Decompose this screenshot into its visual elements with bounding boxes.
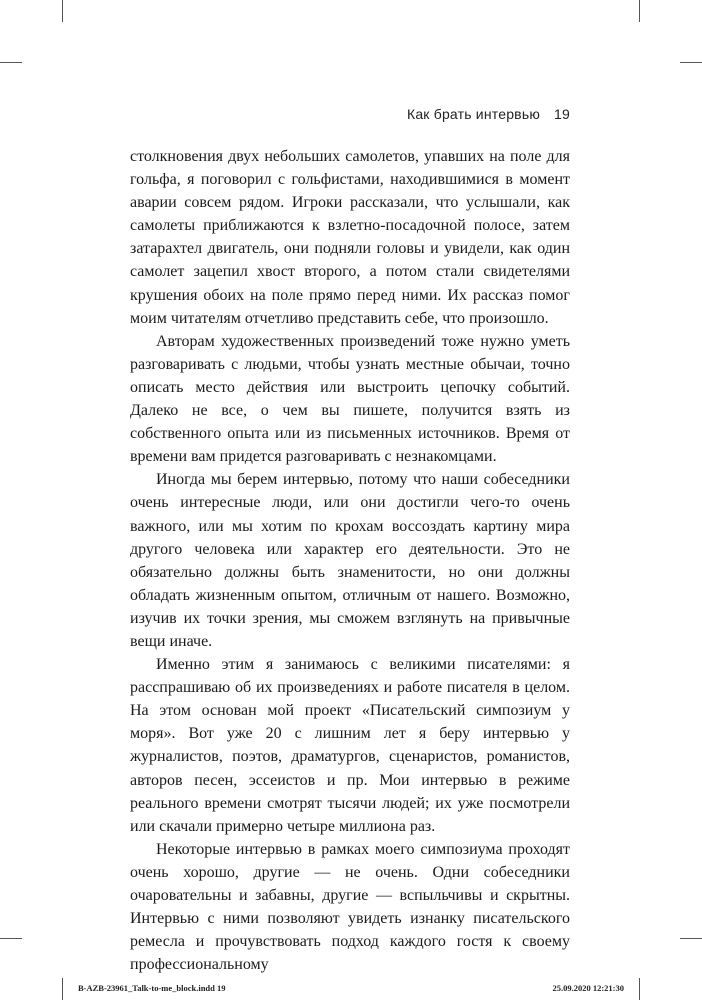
paragraph: столкновения двух небольших самолетов, упавших на поле для гольфа, я поговорил с гольфистами, находившимися в момент аварии совсем рядом. Игроки рассказали, что услышали, как самолеты приближаются к взлетно-посадочной полосе, затем затарахтел двигатель, они подняли головы и увидели, как один самолет зацепил хвост второго, а потом стали свидетелями крушения обоих на поле прямо перед ними. Их рассказ помог моим читателям отчетливо представить себе, что произошло. bbox=[130, 148, 570, 327]
crop-mark-top-left-h bbox=[0, 62, 22, 63]
paragraph: Авторам художественных произведений тоже нужно уметь разговаривать с людьми, чтобы узнать местные обычаи, точно описать место действия или выстроить цепочку событий. Далеко не все, о чем вы пишете, получится взять из собственного опыта или из письменных источников. Время от времени вам придется разговаривать с незнакомцами. bbox=[130, 332, 570, 466]
crop-mark-top-right-v bbox=[639, 0, 640, 22]
running-header bbox=[130, 106, 570, 122]
footer-timestamp: 25.09.2020 12:21:30 bbox=[552, 983, 624, 993]
body-text bbox=[130, 145, 570, 976]
crop-mark-top-right-h bbox=[680, 62, 702, 63]
footer-file-name: B-AZB-23961_Talk-to-me_block.indd 19 bbox=[78, 983, 226, 993]
paragraph: Именно этим я занимаюсь с великими писателями: я расспрашиваю об их произведениях и работе писателя в целом. На этом основан мой проект «Писательский симпозиум у моря». Вот уже 20 с лишним лет я беру интервью у журналистов, поэтов, драматургов, сценаристов, романистов, авторов песен, эссеистов и пр. Мои интервью в режиме реального времени смотрят тысячи людей; их уже посмотрели или скачали примерно четыре миллиона раз. bbox=[130, 656, 570, 835]
running-title: Как брать интервью bbox=[406, 106, 541, 122]
page-number: 19 bbox=[554, 106, 570, 122]
crop-mark-bottom-right-h bbox=[680, 938, 702, 939]
crop-mark-bottom-left-h bbox=[0, 938, 22, 939]
crop-mark-bottom-right-v bbox=[639, 978, 640, 1000]
crop-mark-top-left-v bbox=[62, 0, 63, 22]
paragraph: Иногда мы берем интервью, потому что наши собеседники очень интересные люди, или они достигли чего-то очень важного, или мы хотим по крохам воссоздать картину мира другого человека или характер его деятельности. Это не обязательно должны быть знаменитости, но они должны обладать жизненным опытом, отличным от нашего. Возможно, изучив их точки зрения, мы сможем взглянуть на привычные вещи иначе. bbox=[130, 471, 570, 650]
paragraph: Некоторые интервью в рамках моего симпозиума проходят очень хорошо, другие — не очень. Одни собеседники очаровательны и забавны, другие — вспыльчивы и скрытны. Интервью с ними позволяют увидеть изнанку писательского ремесла и прочувствовать подход каждого гостя к своему профессиональному bbox=[130, 840, 570, 974]
crop-mark-bottom-left-v bbox=[62, 978, 63, 1000]
